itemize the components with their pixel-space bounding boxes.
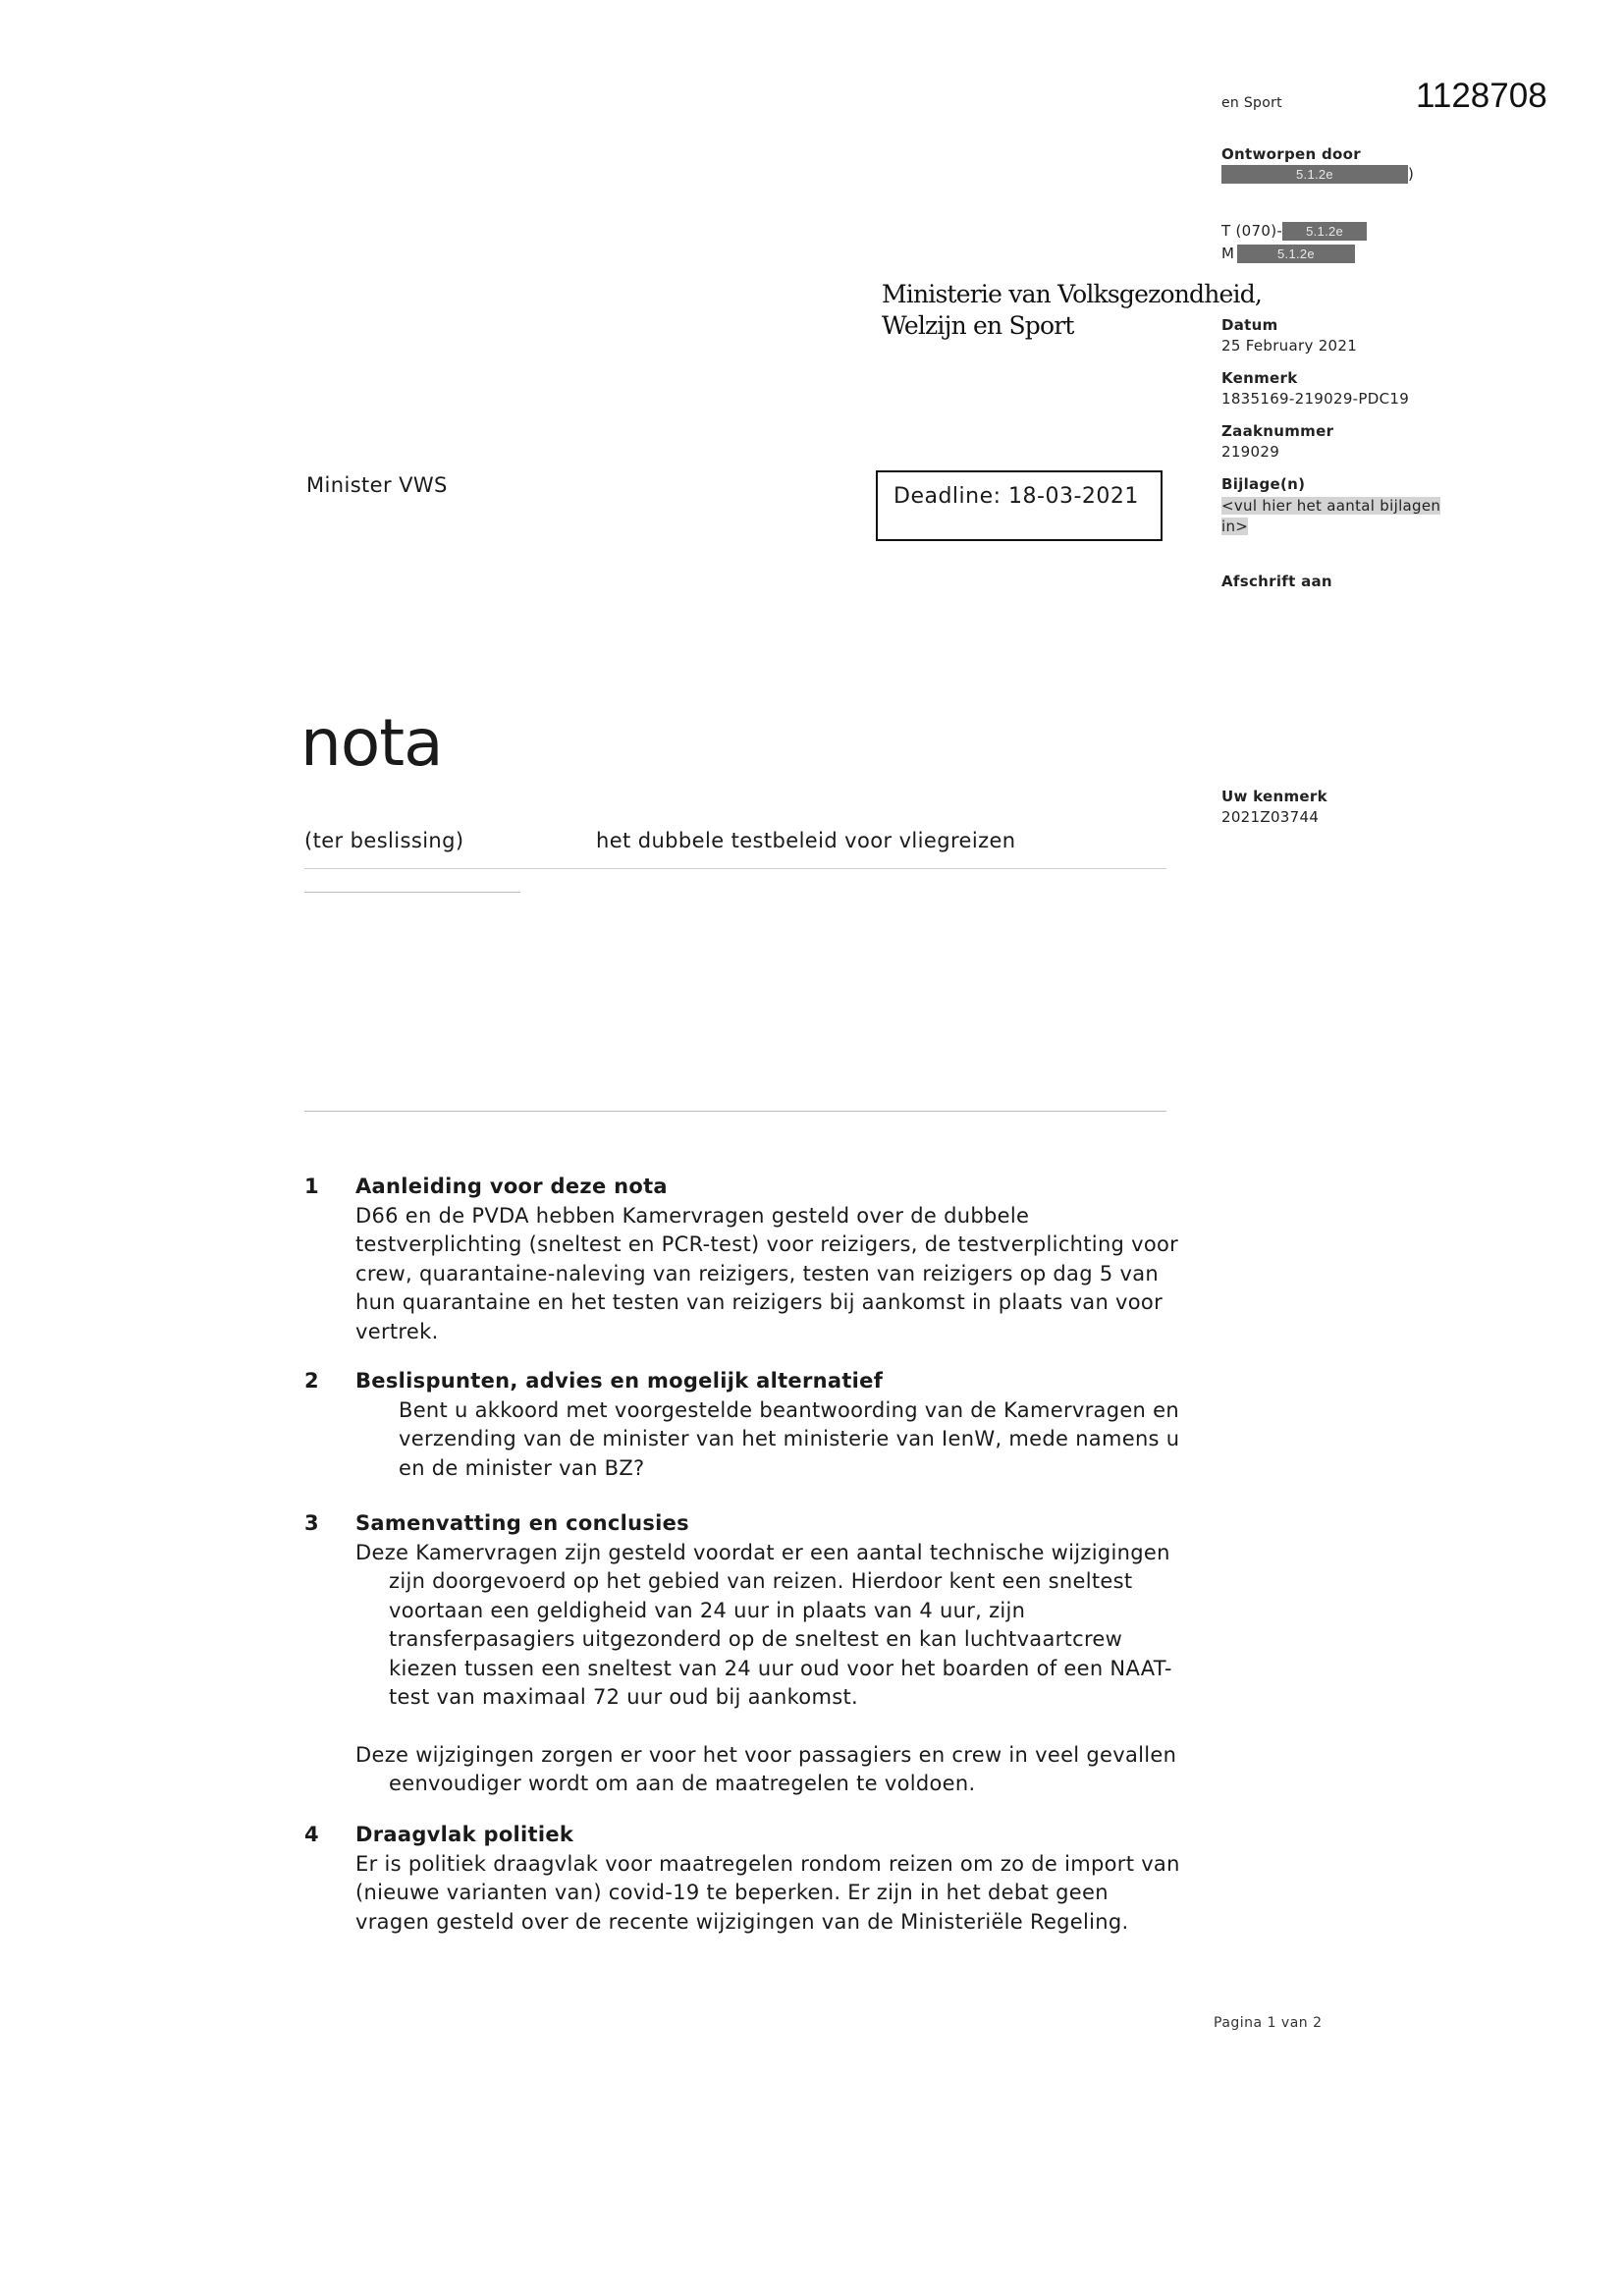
deadline-box: Deadline: 18-03-2021 xyxy=(876,470,1163,541)
date-value: 25 February 2021 xyxy=(1221,337,1358,355)
ministry-line2: Welzijn en Sport xyxy=(882,311,1074,340)
section-body xyxy=(355,1202,1188,1347)
text-line: crew, quarantaine-naleving van reizigers, testen van reizigers op dag 5 van xyxy=(355,1261,1159,1285)
text-line: vertrek. xyxy=(355,1319,439,1343)
your-ref-label: Uw kenmerk xyxy=(1221,788,1327,805)
text-line: D66 en de PVDA hebben Kamervragen gesteld over de dubbele xyxy=(355,1203,1030,1228)
sidebar-cut-text xyxy=(1221,95,1282,114)
section-3 xyxy=(304,1509,1188,1799)
designed-by-value xyxy=(1221,165,1414,184)
phone-line xyxy=(1221,220,1367,243)
section-4 xyxy=(304,1821,1188,1937)
section-number: 2 xyxy=(304,1369,319,1393)
ministry-line1: Ministerie van Volksgezondheid, xyxy=(882,280,1263,308)
attachments-block xyxy=(1221,475,1440,537)
section-body xyxy=(355,1396,1188,1484)
text-line: Bent u akkoord met voorgestelde beantwoording van de Kamervragen en xyxy=(399,1397,1179,1422)
redacted-name: 5.1.2e xyxy=(1221,165,1408,184)
reference-value: 1835169-219029-PDC19 xyxy=(1221,390,1410,408)
case-block xyxy=(1221,422,1333,461)
section-number: 4 xyxy=(304,1823,319,1846)
addressee: Minister VWS xyxy=(306,473,448,497)
section-heading: Samenvatting en conclusies xyxy=(355,1511,689,1535)
mobile-prefix: M xyxy=(1221,245,1235,262)
text-line: testverplichting (sneltest en PCR-test) voor reizigers, de testverplichting voor xyxy=(355,1232,1179,1256)
section-heading: Aanleiding voor deze nota xyxy=(355,1175,668,1198)
section-body xyxy=(355,1539,1192,1799)
your-ref-value: 2021Z03744 xyxy=(1221,808,1320,826)
divider xyxy=(304,892,520,893)
designed-by-label: Ontworpen door xyxy=(1221,145,1361,163)
case-value: 219029 xyxy=(1221,443,1280,461)
copy-block xyxy=(1221,573,1332,590)
subject-type: (ter beslissing) xyxy=(304,829,464,852)
reference-label: Kenmerk xyxy=(1221,369,1298,387)
name-close: ) xyxy=(1408,165,1415,183)
spacer xyxy=(355,1713,1192,1741)
section-number: 3 xyxy=(304,1511,319,1535)
section-heading: Draagvlak politiek xyxy=(355,1823,574,1846)
section-number: 1 xyxy=(304,1175,319,1198)
divider xyxy=(304,868,1166,869)
text-line: vragen gesteld over de recente wijzigingen van de Ministeriële Regeling. xyxy=(355,1909,1129,1934)
divider xyxy=(304,1111,1166,1112)
text-line: hun quarantaine en het testen van reizigers bij aankomst in plaats van voor xyxy=(355,1290,1164,1314)
document-number: 1128708 xyxy=(1416,77,1547,115)
document-title: nota xyxy=(300,705,443,781)
date-label: Datum xyxy=(1221,316,1278,334)
text-line: (nieuwe varianten van) covid-19 te beperken. Er zijn in het debat geen xyxy=(355,1881,1109,1904)
section-heading: Beslispunten, advies en mogelijk alternatief xyxy=(355,1369,884,1393)
section-1 xyxy=(304,1173,1188,1346)
attachments-label: Bijlage(n) xyxy=(1221,475,1306,493)
copy-label: Afschrift aan xyxy=(1221,573,1332,590)
phone-block xyxy=(1221,220,1367,265)
attachments-placeholder-1: <vul hier het aantal bijlagen xyxy=(1221,497,1441,515)
subject: het dubbele testbeleid voor vliegreizen xyxy=(596,829,1016,852)
case-label: Zaaknummer xyxy=(1221,422,1334,440)
your-ref-block xyxy=(1221,788,1327,826)
paragraph: Deze Kamervragen zijn gesteld voordat er een aantal technische wijzigingen zijn doorgevoerd op het gebied van reizen. Hierdoor kent een sneltest voortaan een geldigheid van 24 uur in plaats van 4 uur, zijn transferpasagiers uitgezonderd op de sneltest en kan luchtvaartcrew kiezen tussen een sneltest van 24 uur oud voor het boarden of een NAAT-test van maximaal 72 uur oud bij aankomst. xyxy=(355,1540,1172,1709)
section-2 xyxy=(304,1367,1188,1483)
phone-prefix: T (070)- xyxy=(1221,222,1283,240)
redacted-phone: 5.1.2e xyxy=(1282,222,1367,241)
page-number: Pagina 1 van 2 xyxy=(1214,2015,1323,2031)
attachments-placeholder-2: in> xyxy=(1221,518,1249,535)
redacted-mobile: 5.1.2e xyxy=(1237,245,1355,263)
designed-by-block xyxy=(1221,145,1414,184)
mobile-line xyxy=(1221,243,1367,265)
date-block xyxy=(1221,316,1357,355)
cut-text: en Sport xyxy=(1221,95,1282,111)
paragraph: Deze wijzigingen zorgen er voor het voor passagiers en crew in veel gevallen eenvoudiger wordt om aan de maatregelen te voldoen. xyxy=(355,1742,1177,1795)
section-body xyxy=(355,1850,1188,1938)
attachments-value xyxy=(1221,496,1440,537)
text-line: verzending van de minister van het ministerie van IenW, mede namens u xyxy=(399,1427,1180,1450)
text-line: en de minister van BZ? xyxy=(399,1455,645,1480)
text-line: Er is politiek draagvlak voor maatregelen rondom reizen om zo de import van xyxy=(355,1851,1180,1876)
reference-block xyxy=(1221,369,1409,408)
